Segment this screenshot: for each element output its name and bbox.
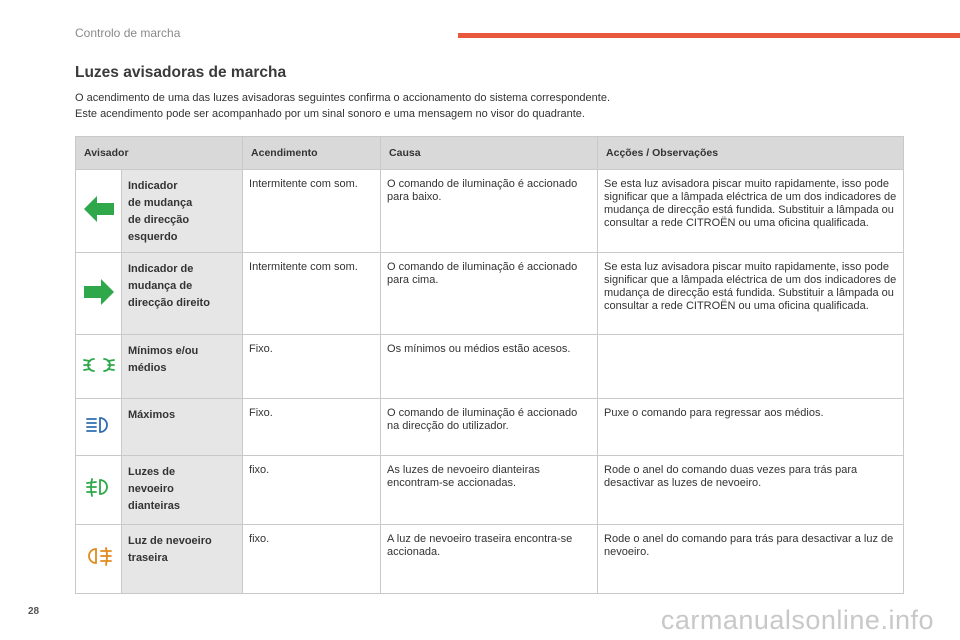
- table-row: [76, 253, 904, 335]
- light-name: Mínimos e/ou médios: [122, 335, 243, 399]
- icon-cell: [76, 399, 122, 456]
- table-row: [76, 170, 904, 253]
- causa-cell: As luzes de nevoeiro dianteiras encontram-se accionadas.: [381, 456, 598, 525]
- acendimento-cell: Intermitente com som.: [243, 170, 381, 253]
- rear-fog-icon: [85, 546, 113, 572]
- light-name: Luzes de nevoeiro dianteiras: [122, 456, 243, 525]
- accoes-cell: Rode o anel do comando para trás para desactivar a luz de nevoeiro.: [598, 525, 904, 594]
- light-name: Indicador de mudança de direcção direito: [122, 253, 243, 335]
- header-acendimento: Acendimento: [243, 137, 381, 170]
- table-row: [76, 399, 904, 456]
- main-beam-icon: [86, 415, 112, 439]
- acendimento-cell: fixo.: [243, 525, 381, 594]
- light-name: Luz de nevoeiro traseira: [122, 525, 243, 594]
- table-row: [76, 456, 904, 525]
- header-causa: Causa: [381, 137, 598, 170]
- icon-cell: [76, 525, 122, 594]
- turn-signal-left-icon: [84, 196, 114, 226]
- intro-text: [75, 90, 610, 122]
- table-row: [76, 525, 904, 594]
- causa-cell: Os mínimos ou médios estão acesos.: [381, 335, 598, 399]
- table-row: [76, 335, 904, 399]
- icon-cell: [76, 335, 122, 399]
- acendimento-cell: Fixo.: [243, 335, 381, 399]
- acendimento-cell: fixo.: [243, 456, 381, 525]
- light-name: Máximos: [122, 399, 243, 456]
- watermark: carmanualsonline.info: [660, 605, 934, 635]
- header-accoes: Acções / Observações: [598, 137, 904, 170]
- causa-cell: A luz de nevoeiro traseira encontra-se accionada.: [381, 525, 598, 594]
- acendimento-cell: Intermitente com som.: [243, 253, 381, 335]
- header-avisador: Avisador: [76, 137, 243, 170]
- page-title: Luzes avisadoras de marcha: [75, 64, 287, 81]
- causa-cell: O comando de iluminação é accionado para cima.: [381, 253, 598, 335]
- table-header-row: [76, 137, 904, 170]
- accoes-cell: Puxe o comando para regressar aos médios.: [598, 399, 904, 456]
- intro-line-1: O acendimento de uma das luzes avisadoras seguintes confirma o accionamento do sistema correspondente.: [75, 92, 611, 104]
- causa-cell: O comando de iluminação é accionado na direcção do utilizador.: [381, 399, 598, 456]
- causa-cell: O comando de iluminação é accionado para baixo.: [381, 170, 598, 253]
- section-title: Controlo de marcha: [75, 26, 181, 40]
- accoes-cell: Se esta luz avisadora piscar muito rapidamente, isso pode significar que a lâmpada eléctrica de um dos indicadores de mudança de direcção está fundida. Substituir a lâmpada ou consultar a rede CITROËN ou uma oficina qualificada.: [598, 170, 904, 253]
- accoes-cell: Se esta luz avisadora piscar muito rapidamente, isso pode significar que a lâmpada eléctrica de um dos indicadores de mudança de direcção está fundida. Substituir a lâmpada ou consultar a rede CITROËN ou uma oficina qualificada.: [598, 253, 904, 335]
- sidelights-icon: [83, 355, 115, 379]
- accent-bar: [458, 33, 960, 38]
- turn-signal-right-icon: [84, 279, 114, 309]
- icon-cell: [76, 170, 122, 253]
- intro-line-2: Este acendimento pode ser acompanhado por um sinal sonoro e uma mensagem no visor do quadrante.: [75, 108, 585, 120]
- warning-lights-table: [75, 136, 904, 594]
- light-name: Indicador de mudança de direcção esquerdo: [122, 170, 243, 253]
- icon-cell: [76, 456, 122, 525]
- accoes-cell: Rode o anel do comando duas vezes para trás para desactivar as luzes de nevoeiro.: [598, 456, 904, 525]
- acendimento-cell: Fixo.: [243, 399, 381, 456]
- icon-cell: [76, 253, 122, 335]
- front-fog-icon: [86, 477, 112, 503]
- accoes-cell: [598, 335, 904, 399]
- page-number: 28: [28, 606, 40, 617]
